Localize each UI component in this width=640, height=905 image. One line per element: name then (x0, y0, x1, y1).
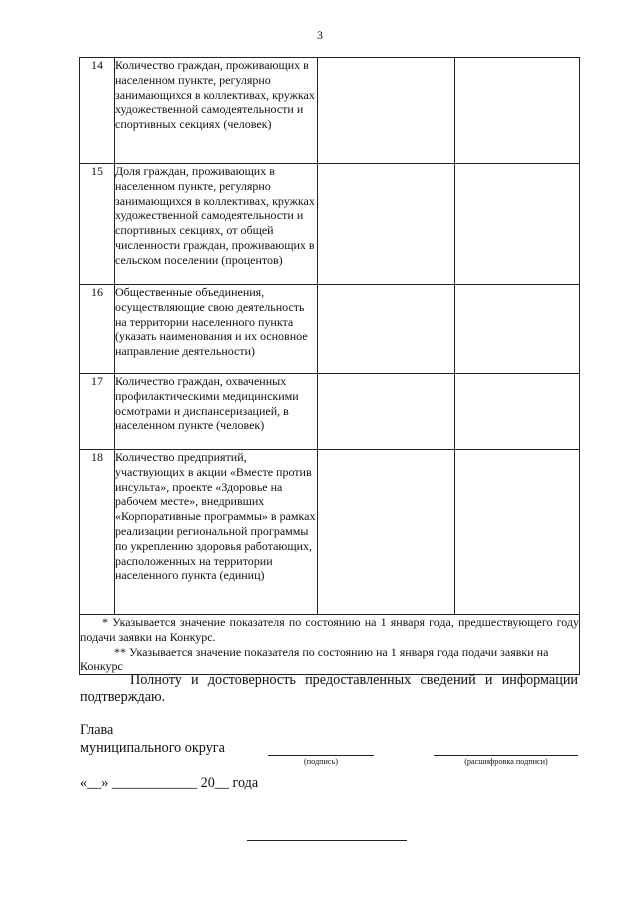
signatory-title: Глава (80, 722, 114, 738)
row-indicator-text: Количество предприятий, участвующих в акции «Вместе против инсульта», проекте «Здоровье на рабочем месте», внедривших «Корпоративные программы» в рамках реализации региональной программы по укреплению здоровья работающих, расположенных на территории населенного пункта (единиц) (115, 450, 318, 615)
value-cell-current-year (455, 164, 580, 285)
row-indicator-text: Общественные объединения, осуществляющие свою деятельность на территории населенного пункта (указать наименования и их основное направление деятельности) (115, 285, 318, 374)
confirmation-statement: Полноту и достоверность предоставленных сведений и информации подтверждаю. (80, 672, 578, 705)
value-cell-current-year (455, 374, 580, 450)
footnote-1: * Указывается значение показателя по состоянию на 1 января года, предшествующего году подачи заявки на Конкурс. (80, 615, 579, 644)
row-number: 18 (80, 450, 115, 615)
row-indicator-text: Количество граждан, проживающих в населенном пункте, регулярно занимающихся в коллективах, кружках художественной самодеятельности и спортивных секциях (человек) (115, 58, 318, 164)
indicators-table (79, 57, 580, 675)
value-cell-previous-year (318, 164, 455, 285)
row-number: 15 (80, 164, 115, 285)
table-row (80, 285, 580, 374)
page-number: 3 (317, 28, 323, 42)
table-row (80, 450, 580, 615)
table-row (80, 164, 580, 285)
name-decode-line (434, 755, 578, 756)
value-cell-previous-year (318, 58, 455, 164)
row-indicator-text: Доля граждан, проживающих в населенном пункте, регулярно занимающихся в коллективах, кружках художественной самодеятельности и спортивных секциях, от общей численности граждан, проживающих в сельском поселении (процентов) (115, 164, 318, 285)
signature-line (268, 755, 374, 756)
value-cell-current-year (455, 285, 580, 374)
row-number: 17 (80, 374, 115, 450)
bottom-divider (247, 840, 407, 841)
value-cell-previous-year (318, 285, 455, 374)
footnote-2: ** Указывается значение показателя по состоянию на 1 января года подачи заявки на Конкурс (80, 644, 549, 674)
value-cell-current-year (455, 58, 580, 164)
value-cell-previous-year (318, 374, 455, 450)
date-line: «__» ____________ 20__ года (80, 775, 259, 791)
footnotes-cell (80, 615, 580, 675)
row-number: 14 (80, 58, 115, 164)
table-row (80, 374, 580, 450)
value-cell-previous-year (318, 450, 455, 615)
row-number: 16 (80, 285, 115, 374)
signature-caption: (подпись) (304, 757, 338, 766)
row-indicator-text: Количество граждан, охваченных профилактическими медицинскими осмотрами и диспансеризацией, в населенном пункте (человек) (115, 374, 318, 450)
value-cell-current-year (455, 450, 580, 615)
name-decode-caption: (расшифровка подписи) (464, 757, 548, 766)
signatory-position: муниципального округа (80, 740, 225, 756)
footnotes-row (80, 615, 580, 675)
table-row (80, 58, 580, 164)
